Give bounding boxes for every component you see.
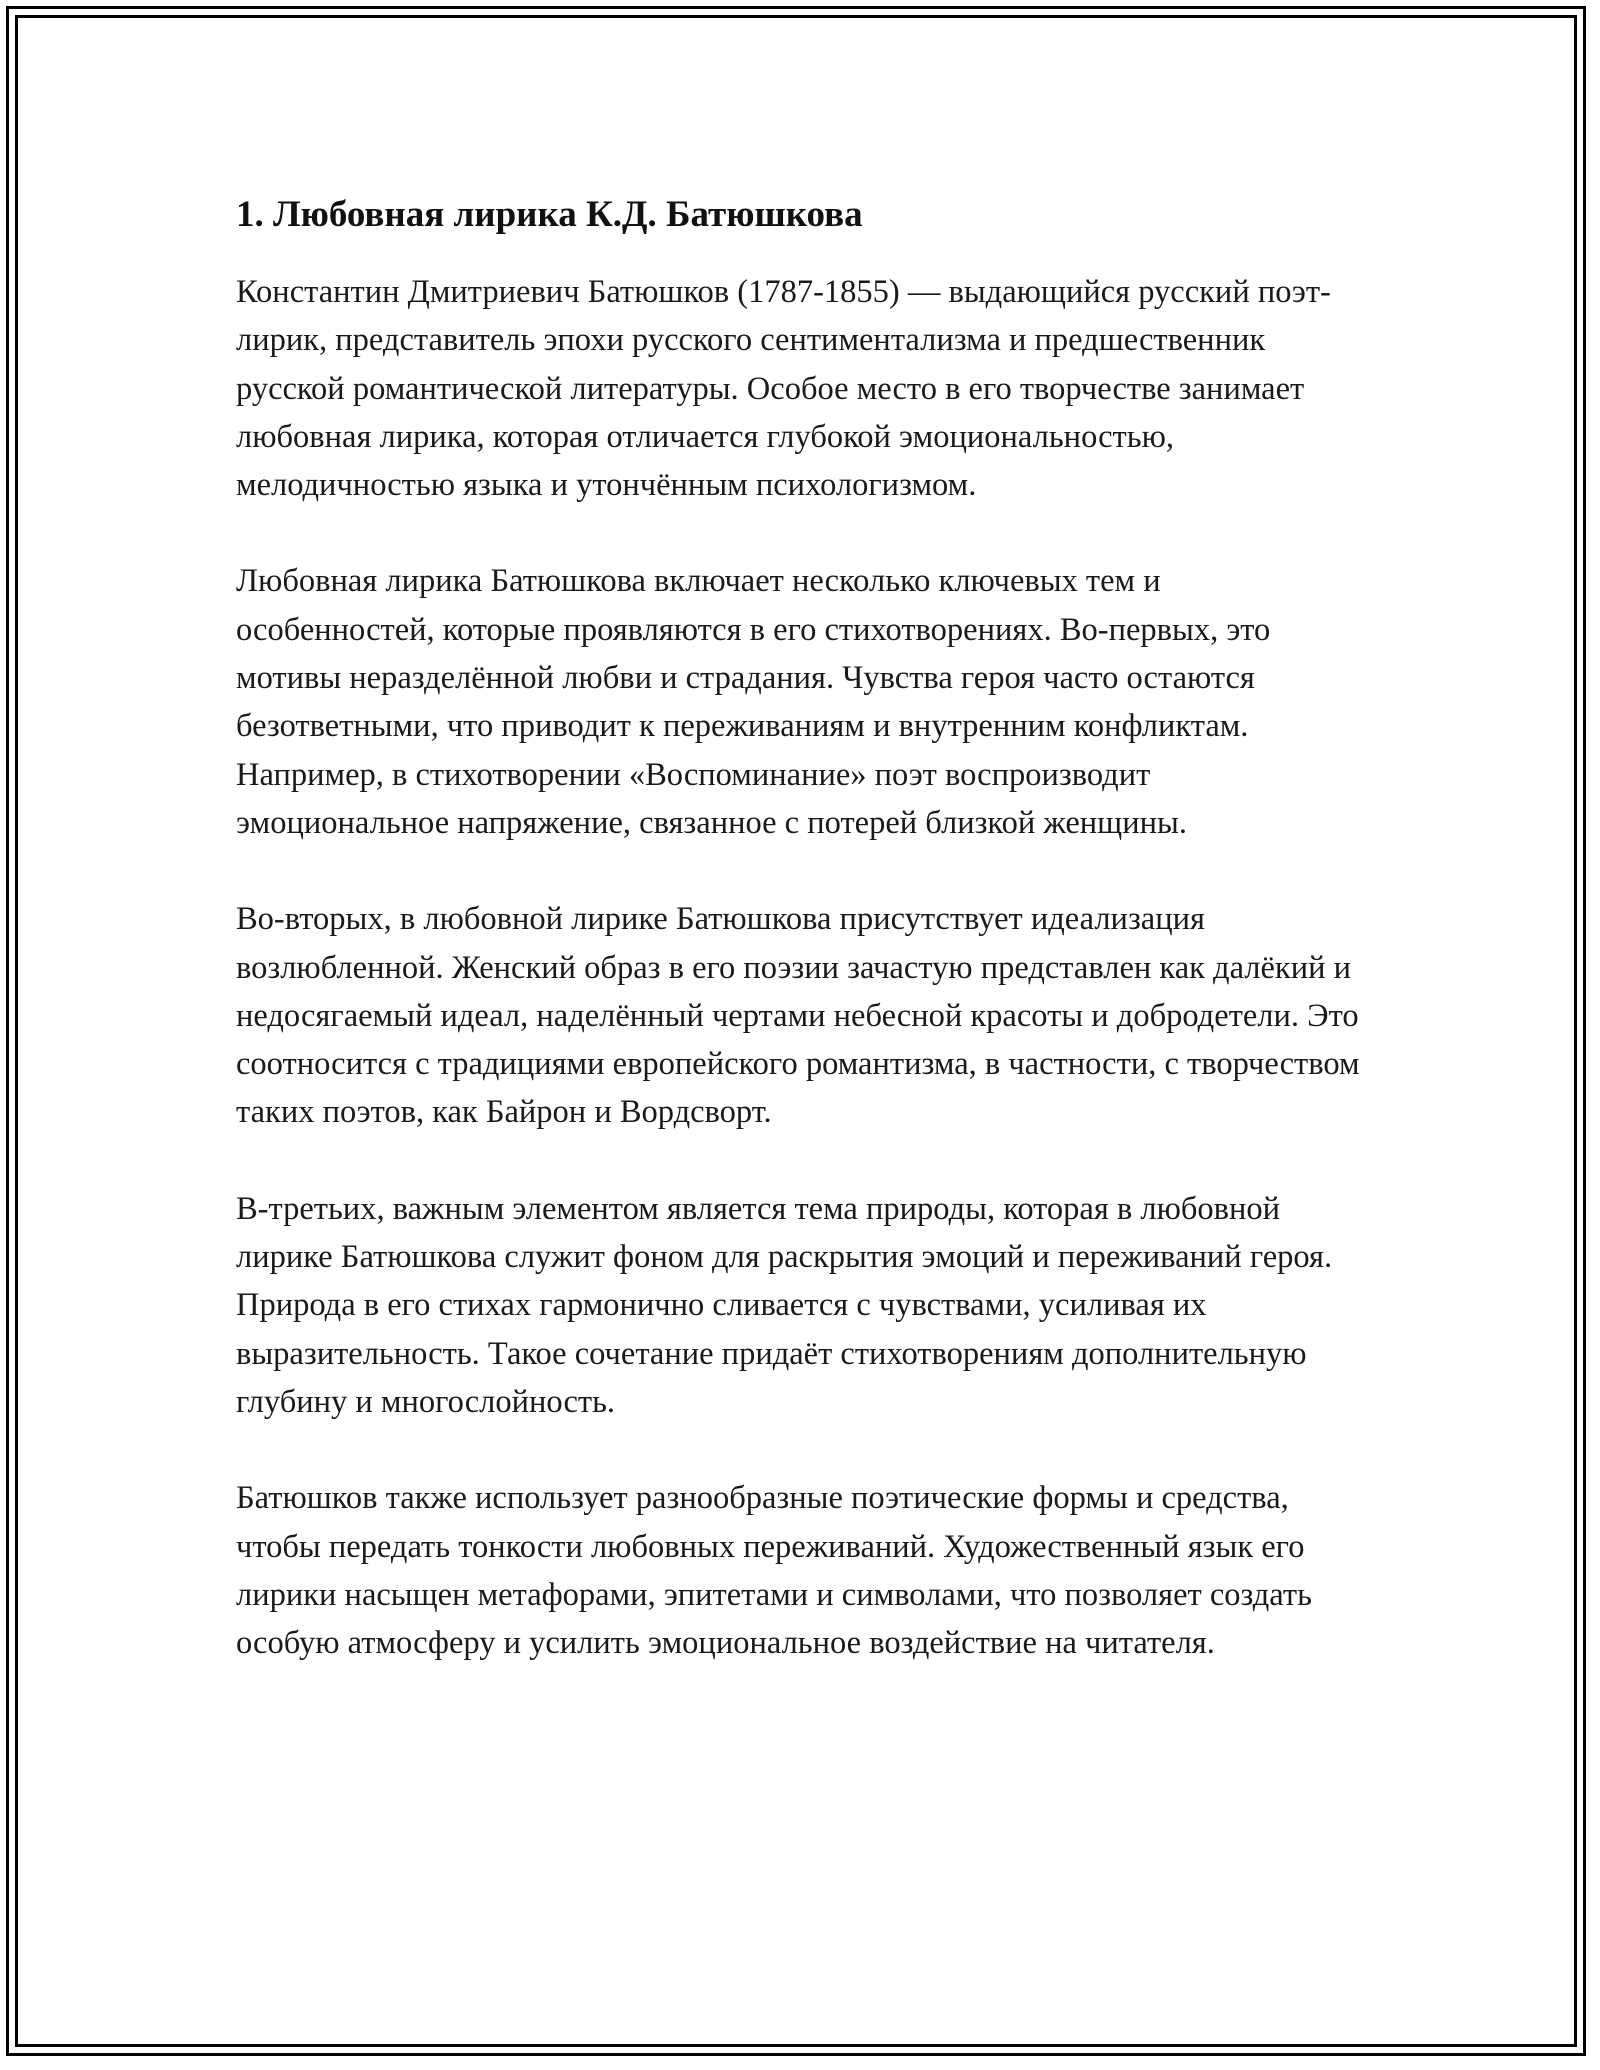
paragraph-unrequited-love: Любовная лирика Батюшкова включает несколько ключевых тем и особенностей, которые проявляются в его стихотворениях. Во-первых, это мотивы неразделённой любви и страдания. Чувства героя часто остаются безответными, что приводит к переживаниям и внутренним конфликтам. Например, в стихотворении «Воспоминание» поэт воспроизводит эмоциональное напряжение, связанное с потерей близкой женщины. [236, 563, 1271, 841]
paragraph-intro: Константин Дмитриевич Батюшков (1787-1855) — выдающийся русский поэт-лирик, представитель эпохи русского сентиментализма и предшественник русской романтической литературы. Особое место в его творчестве занимает любовная лирика, которая отличается глубокой эмоциональностью, мелодичностью языка и утончённым психологизмом. [236, 274, 1331, 504]
paragraph-poetic-forms: Батюшков также использует разнообразные поэтические формы и средства, чтобы передать тонкости любовных переживаний. Художественный язык его лирики насыщен метафорами, эпитетами и символами, что позволяет создать особую атмосферу и усилить эмоциональное воздействие на читателя. [236, 1480, 1312, 1662]
paragraph-idealization: Во-вторых, в любовной лирике Батюшкова присутствует идеализация возлюбленной. Женский образ в его поэзии зачастую представлен как далёкий и недосягаемый идеал, наделённый чертами небесной красоты и добродетели. Это соотносится с традициями европейского романтизма, в частности, с творчеством таких поэтов, как Байрон и Вордсворт. [236, 901, 1360, 1131]
document-body [236, 188, 1366, 1715]
paragraph-nature: В-третьих, важным элементом является тема природы, которая в любовной лирике Батюшкова служит фоном для раскрытия эмоций и переживаний героя. Природа в его стихах гармонично сливается с чувствами, усиливая их выразительность. Такое сочетание придаёт стихотворениям дополнительную глубину и многослойность. [236, 1190, 1333, 1420]
section-heading: 1. Любовная лирика К.Д. Батюшкова [236, 194, 863, 235]
